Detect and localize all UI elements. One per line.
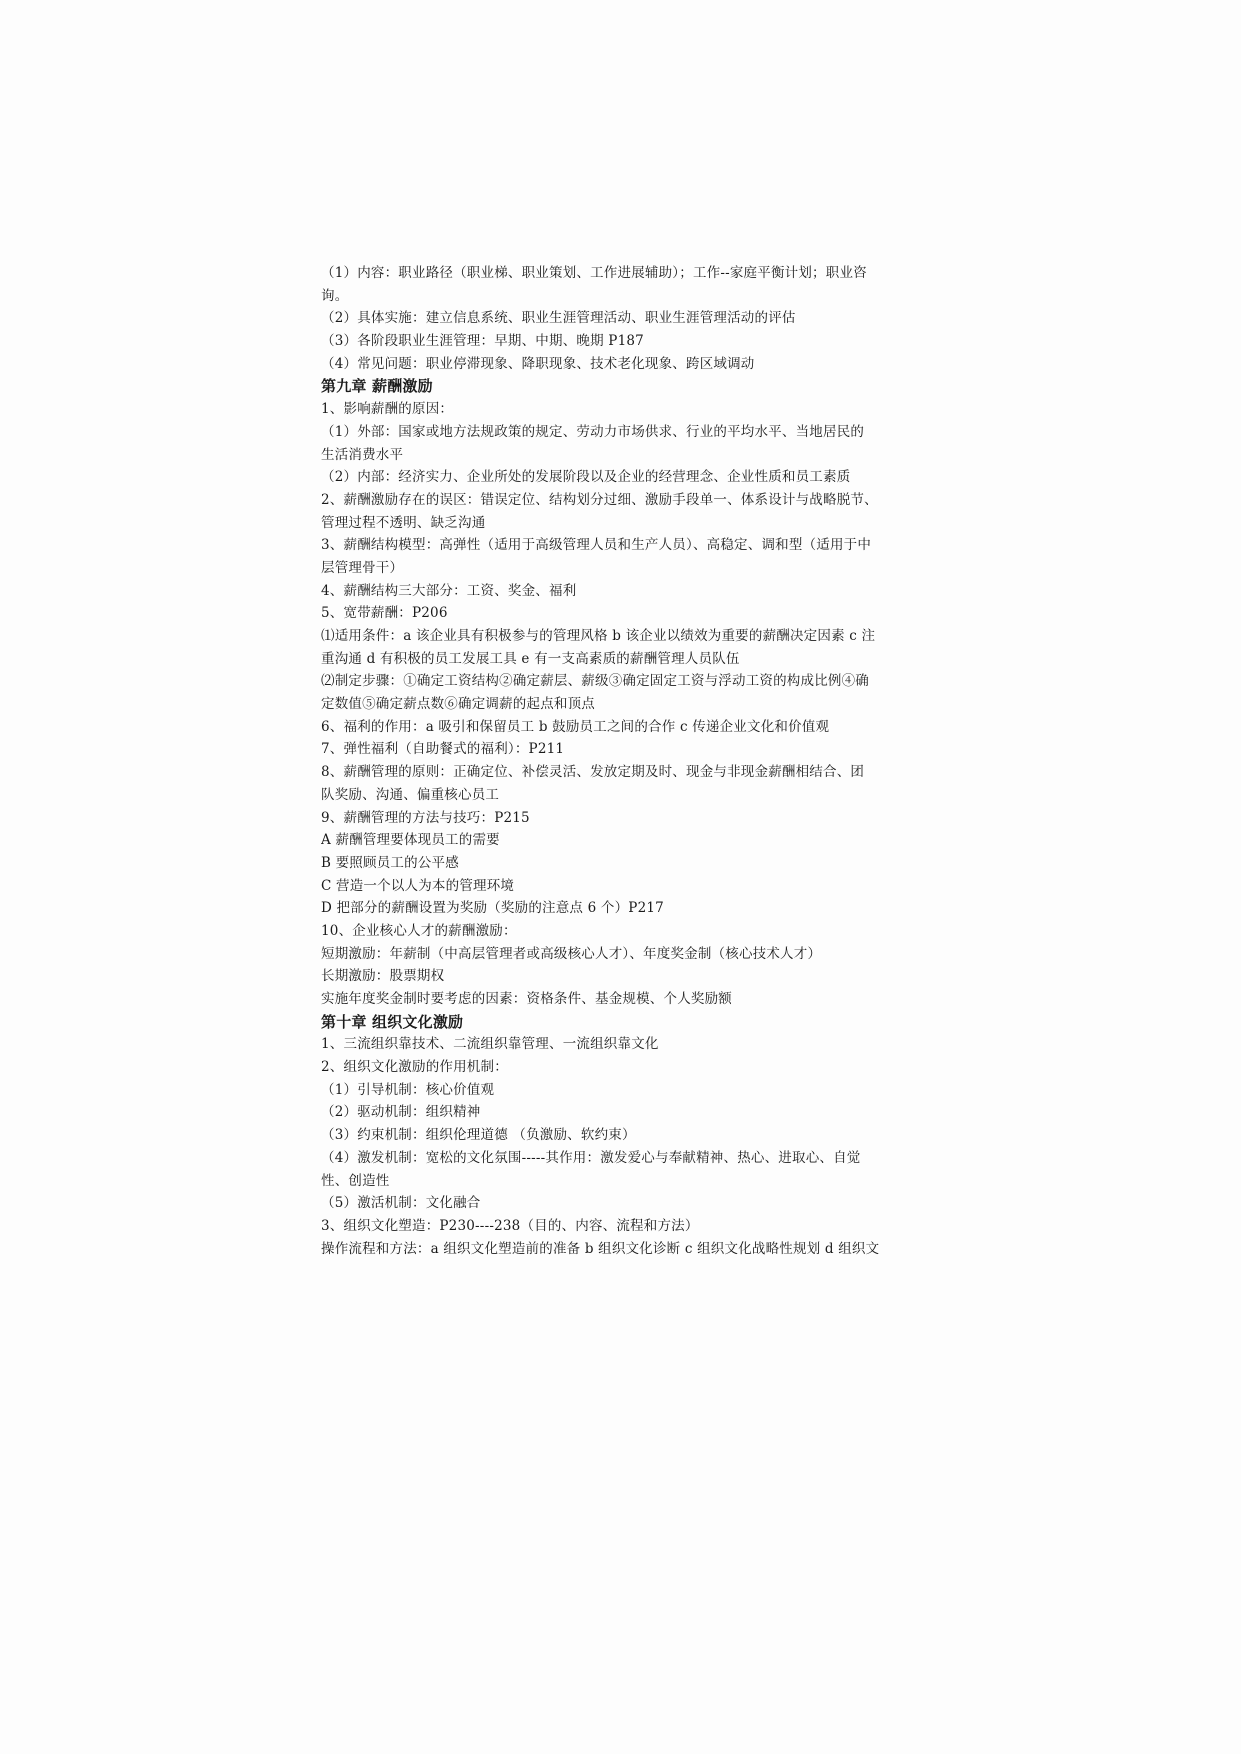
text-line: 短期激励：年薪制（中高层管理者或高级核心人才）、年度奖金制（核心技术人才） xyxy=(321,945,822,962)
text-line: （4）常见问题：职业停滞现象、降职现象、技术老化现象、跨区域调动 xyxy=(321,355,755,372)
text-line: 实施年度奖金制时要考虑的因素：资格条件、基金规模、个人奖励额 xyxy=(321,991,732,1007)
text-line: 询。 xyxy=(321,287,349,304)
text-line: 6、福利的作用：a 吸引和保留员工 b 鼓励员工之间的合作 c 传递企业文化和价值观 xyxy=(321,718,830,735)
text-line: 5、宽带薪酬：P206 xyxy=(321,605,448,622)
text-line: 7、弹性福利（自助餐式的福利）：P211 xyxy=(321,741,565,758)
text-line: （2）内部：经济实力、企业所处的发展阶段以及企业的经营理念、企业性质和员工素质 xyxy=(321,469,851,486)
text-line: （1）外部：国家或地方法规政策的规定、劳动力市场供求、行业的平均水平、当地居民的 xyxy=(321,423,865,440)
text-line: ⑴适用条件：a 该企业具有积极参与的管理风格 b 该企业以绩效为重要的薪酬决定因素 c 注 xyxy=(321,628,876,644)
document-body xyxy=(321,262,921,1260)
text-line: 1、影响薪酬的原因： xyxy=(321,401,454,418)
text-line: （1）内容：职业路径（职业梯、职业策划、工作进展辅助）；工作--家庭平衡计划；职业咨 xyxy=(321,265,867,281)
text-line: 定数值⑤确定薪点数⑥确定调薪的起点和顶点 xyxy=(321,696,595,713)
text-line: 队奖励、沟通、偏重核心员工 xyxy=(321,786,500,803)
text-line: 重沟通 d 有积极的员工发展工具 e 有一支高素质的薪酬管理人员队伍 xyxy=(321,650,740,667)
text-line: 操作流程和方法：a 组织文化塑造前的准备 b 组织文化诊断 c 组织文化战略性规划 d 组织文 xyxy=(321,1240,880,1257)
text-line: ⑵制定步骤：①确定工资结构②确定薪层、薪级③确定固定工资与浮动工资的构成比例④确 xyxy=(321,673,869,690)
text-line: （3）约束机制：组织伦理道德 （负激励、软约束） xyxy=(321,1127,636,1144)
text-line: 4、薪酬结构三大部分：工资、奖金、福利 xyxy=(321,582,577,599)
text-line: 8、薪酬管理的原则：正确定位、补偿灵活、发放定期及时、现金与非现金薪酬相结合、团 xyxy=(321,764,865,781)
text-line: （5）激活机制：文化融合 xyxy=(321,1195,481,1212)
text-line: B 要照顾员工的公平感 xyxy=(321,854,459,871)
text-line: （4）激发机制：宽松的文化氛围-----其作用：激发爱心与奉献精神、热心、进取心、自觉 xyxy=(321,1149,861,1166)
text-line: 管理过程不透明、缺乏沟通 xyxy=(321,514,486,531)
text-line: 长期激励：股票期权 xyxy=(321,968,445,985)
text-line: C 营造一个以人为本的管理环境 xyxy=(321,877,515,894)
text-line: （1）引导机制：核心价值观 xyxy=(321,1081,495,1098)
text-line: 性、创造性 xyxy=(321,1172,390,1189)
text-line: 3、组织文化塑造：P230----238（目的、内容、流程和方法） xyxy=(321,1217,699,1234)
chapter-heading: 第十章 组织文化激励 xyxy=(321,1012,464,1031)
text-line: （2）具体实施：建立信息系统、职业生涯管理活动、职业生涯管理活动的评估 xyxy=(321,310,796,327)
chapter-heading: 第九章 薪酬激励 xyxy=(321,377,433,396)
text-line: D 把部分的薪酬设置为奖励（奖励的注意点 6 个）P217 xyxy=(321,900,664,917)
text-line: 10、企业核心人才的薪酬激励： xyxy=(321,922,517,939)
text-line: 2、组织文化激励的作用机制： xyxy=(321,1059,508,1076)
text-line: 3、薪酬结构模型：高弹性（适用于高级管理人员和生产人员）、高稳定、调和型（适用于中 xyxy=(321,537,872,554)
text-line: A 薪酬管理要体现员工的需要 xyxy=(321,832,500,849)
text-line: 1、三流组织靠技术、二流组织靠管理、一流组织靠文化 xyxy=(321,1036,659,1053)
text-line: （2）驱动机制：组织精神 xyxy=(321,1104,481,1121)
text-line: 生活消费水平 xyxy=(321,446,404,463)
text-line: 2、薪酬激励存在的误区：错误定位、结构划分过细、激励手段单一、体系设计与战略脱节、 xyxy=(321,491,878,508)
text-line: （3）各阶段职业生涯管理：早期、中期、晚期 P187 xyxy=(321,333,644,350)
text-line: 9、薪酬管理的方法与技巧：P215 xyxy=(321,809,530,826)
text-line: 层管理骨干） xyxy=(321,559,404,576)
